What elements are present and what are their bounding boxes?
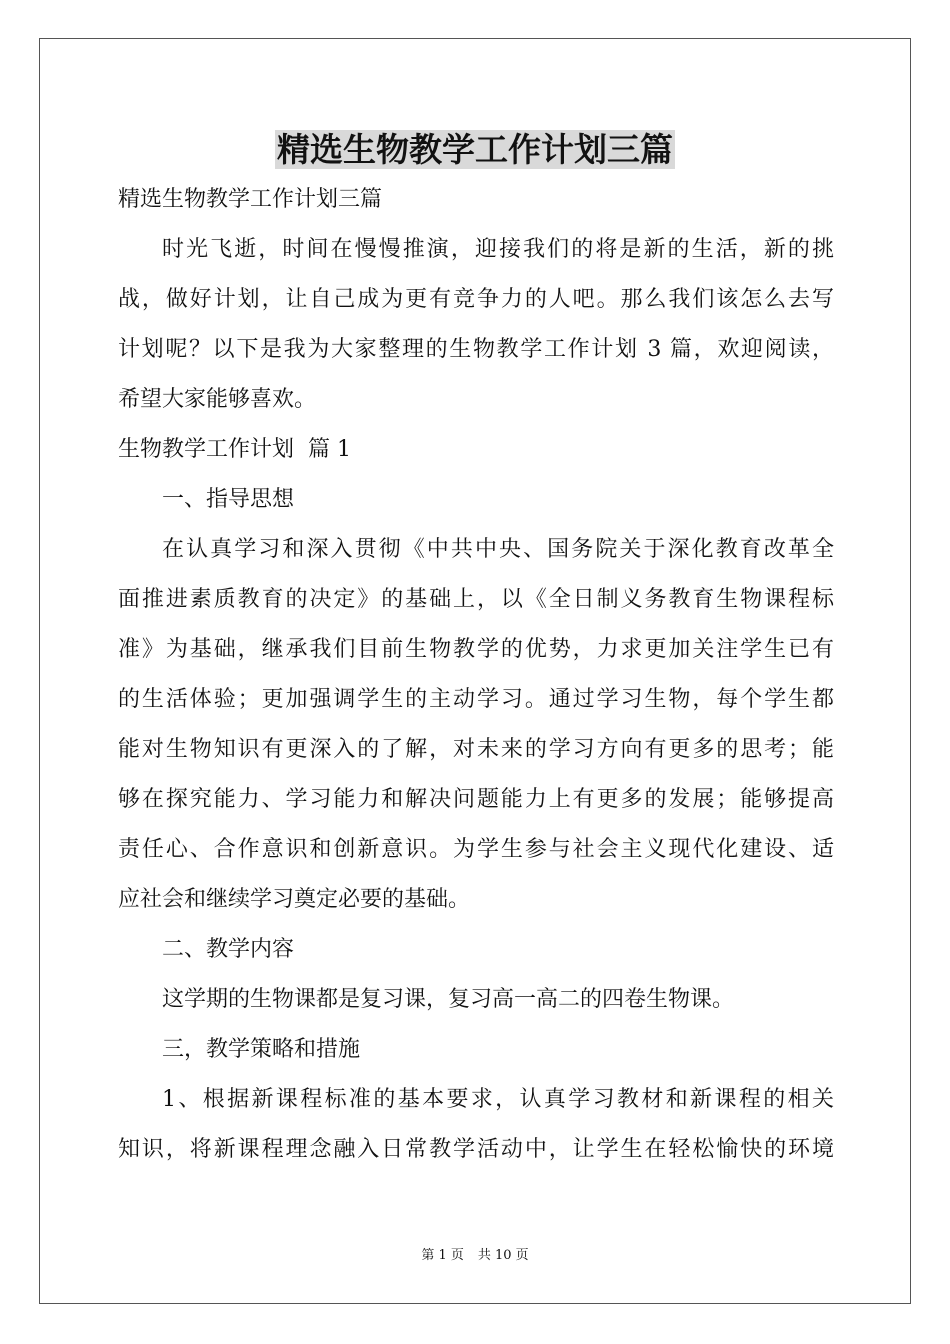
- paragraph-line: 应社会和继续学习奠定必要的基础。: [118, 887, 471, 912]
- paragraph-line: 1、根据新课程标准的基本要求，认真学习教材和新课程的相关: [162, 1087, 834, 1112]
- document-subtitle: 精选生物教学工作计划三篇: [118, 187, 383, 212]
- paragraph-line: 够在探究能力、学习能力和解决问题能力上有更多的发展；能够提高: [118, 787, 834, 812]
- heading-teaching-content: 二、教学内容: [162, 937, 295, 962]
- paragraph-line: 准》为基础，继承我们目前生物教学的优势，力求更加关注学生已有: [118, 637, 834, 662]
- intro-line: 希望大家能够喜欢。: [118, 387, 317, 412]
- document-title: [0, 126, 950, 174]
- paragraph-line: 这学期的生物课都是复习课，复习高一高二的四卷生物课。: [162, 987, 735, 1012]
- paragraph-line: 能对生物知识有更深入的了解，对未来的学习方向有更多的思考；能: [118, 737, 834, 762]
- page-footer: [0, 1246, 950, 1266]
- page-number: 第 1 页: [421, 1248, 464, 1263]
- heading-strategies: 三，教学策略和措施: [162, 1037, 361, 1062]
- document-title-text: 精选生物教学工作计划三篇: [277, 130, 673, 169]
- intro-line: 战，做好计划，让自己成为更有竞争力的人吧。那么我们该怎么去写: [118, 287, 834, 312]
- page-total: 共 10 页: [477, 1248, 529, 1263]
- paragraph-line: 面推进素质教育的决定》的基础上，以《全日制义务教育生物课程标: [118, 587, 834, 612]
- section-heading: 生物教学工作计划 篇 1: [118, 437, 351, 462]
- paragraph-line: 的生活体验；更加强调学生的主动学习。通过学习生物，每个学生都: [118, 687, 834, 712]
- intro-line: 时光飞逝，时间在慢慢推演，迎接我们的将是新的生活，新的挑: [162, 237, 834, 262]
- paragraph-line: 责任心、合作意识和创新意识。为学生参与社会主义现代化建设、适: [118, 837, 834, 862]
- paragraph-line: 知识，将新课程理念融入日常教学活动中，让学生在轻松愉快的环境: [118, 1137, 834, 1162]
- paragraph-line: 在认真学习和深入贯彻《中共中央、国务院关于深化教育改革全: [162, 537, 834, 562]
- intro-line: 计划呢？以下是我为大家整理的生物教学工作计划 3 篇，欢迎阅读，: [118, 337, 834, 362]
- heading-guiding-thought: 一、指导思想: [162, 487, 295, 512]
